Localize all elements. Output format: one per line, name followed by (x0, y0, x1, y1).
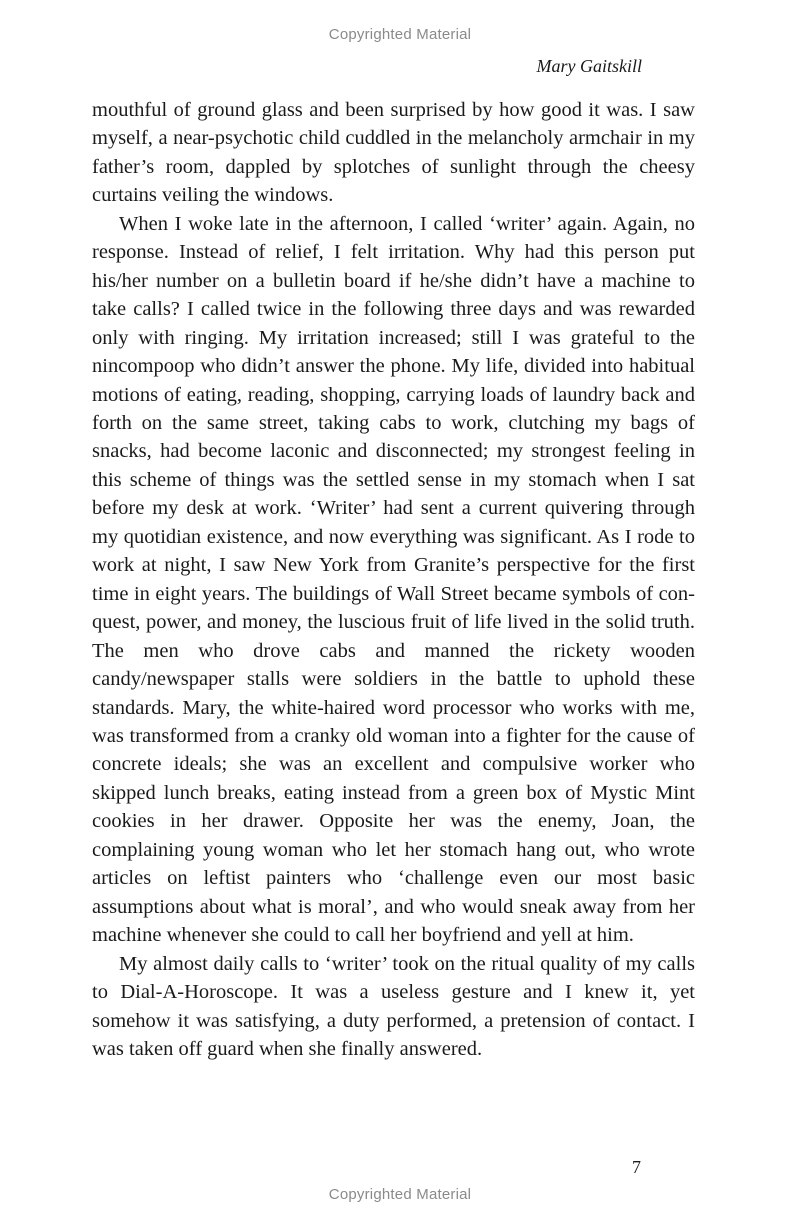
paragraph-daily-calls: My almost daily calls to ‘writer’ took on the ritual quality of my calls to Dial-A-Horoscope. It was a useless gesture and I knew it, yet somehow it was satisfying, a duty performed, a pretension of contact. I was taken off guard when she finally answered. (92, 952, 695, 1060)
page-body-text (92, 96, 695, 1063)
page-number: 7 (632, 1157, 641, 1177)
running-head-author: Mary Gaitskill (536, 56, 642, 76)
copyright-watermark-bottom: Copyrighted Material (328, 1186, 472, 1203)
paragraph-writer-calls: When I woke late in the afternoon, I called ‘writer’ again. Again, no response. Instead of relief, I felt irritation. Why had this person put his/her number on a bulletin board if he/she didn’t have a machine to take calls? I called twice in the following three days and was rewarded only with ringing. My irritation increased; still I was grateful to the nincompoop who didn’t answer the phone. My life, divided into habitual motions of eating, reading, shopping, carrying loads of laundry back and forth on the same street, taking cabs to work, clutching my bags of snacks, had become laconic and disconnected; my strongest feeling in this scheme of things was the settled sense in my stomach when I sat before my desk at work. ‘Writer’ had sent a current quivering through my quotidian existence, and now everything was significant. As I rode to work at night, I saw New York from Granite’s perspective for the first time in eight years. The buildings of Wall Street became symbols of conquest, power, and money, the luscious fruit of life lived in the solid truth. The men who drove cabs and manned the rickety wooden candy/newspaper stalls were soldiers in the battle to uphold these standards. Mary, the white-haired word processor who works with me, was transformed from a cranky old woman into a fighter for the cause of concrete ideals; she was an excellent and compulsive worker who skipped lunch breaks, eating instead from a green box of Mystic Mint cookies in her drawer. Opposite her was the enemy, Joan, the complaining young woman who let her stomach hang out, who wrote articles on leftist painters who ‘challenge even our most basic assumptions about what is moral’, and who would sneak away from her machine whenever she could to call her boyfriend and yell at him. (92, 212, 695, 947)
copyright-watermark-top: Copyrighted Material (328, 26, 472, 43)
paragraph-continued: mouthful of ground glass and been surprised by how good it was. I saw myself, a near-psychotic child cuddled in the melancholy armchair in my father’s room, dappled by splotches of sunlight through the cheesy curtains veiling the windows. (92, 99, 695, 207)
